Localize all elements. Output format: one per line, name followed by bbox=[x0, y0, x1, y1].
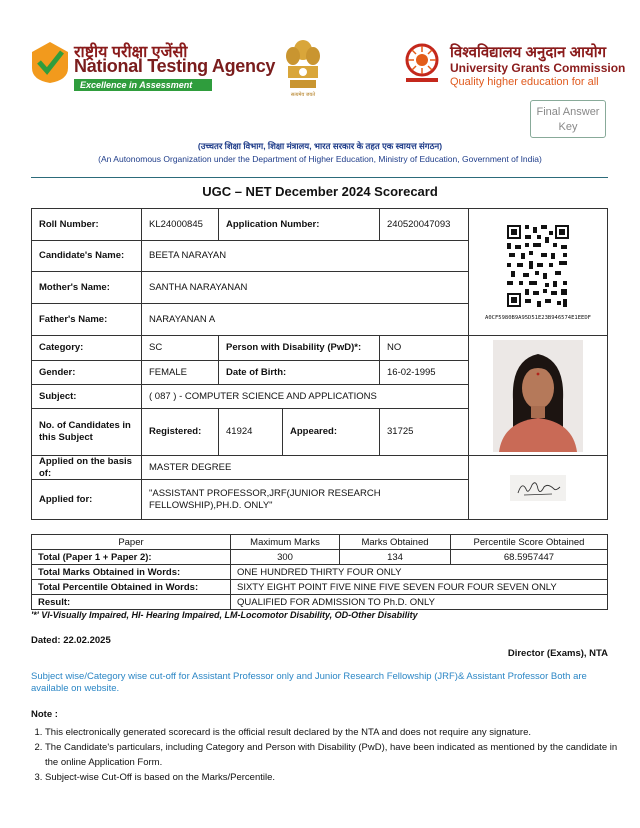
header-divider bbox=[31, 177, 608, 178]
candidate-details-table bbox=[31, 208, 608, 520]
table-row bbox=[32, 580, 608, 595]
qr-code-icon bbox=[505, 223, 571, 309]
registered-label: Registered: bbox=[142, 409, 219, 456]
pwd-label: Person with Disability (PwD)*: bbox=[219, 336, 380, 361]
dob-label: Date of Birth: bbox=[219, 361, 380, 385]
table-row bbox=[32, 595, 608, 610]
candidate-photo bbox=[493, 340, 583, 452]
category-value: SC bbox=[142, 336, 219, 361]
percentile-header: Percentile Score Obtained bbox=[451, 535, 608, 550]
qr-code-text: A0CF5980B9A95D51E23B946574E1EEDF bbox=[485, 315, 591, 321]
candidate-name-label: Candidate's Name: bbox=[32, 241, 142, 272]
marks-table bbox=[31, 534, 608, 610]
national-emblem-icon bbox=[280, 34, 326, 100]
note-heading: Note : bbox=[31, 709, 58, 720]
roll-number-label: Roll Number: bbox=[32, 209, 142, 241]
org-description-hindi: (उच्चतर शिक्षा विभाग, शिक्षा मंत्रालय, भारत सरकार के तहत एक स्वायत्त संगठन) bbox=[197, 141, 443, 151]
registered-value: 41924 bbox=[219, 409, 283, 456]
final-answer-key-button[interactable]: Final Answer Key bbox=[530, 100, 606, 138]
percentile-words-value: SIXTY EIGHT POINT FIVE NINE FIVE SEVEN FOUR FOUR SEVEN ONLY bbox=[231, 580, 608, 595]
category-label: Category: bbox=[32, 336, 142, 361]
gender-value: FEMALE bbox=[142, 361, 219, 385]
father-name-label: Father's Name: bbox=[32, 304, 142, 336]
nta-logo-icon bbox=[30, 40, 70, 84]
percentile-value: 68.5957447 bbox=[451, 550, 608, 565]
marks-obtained-value: 134 bbox=[340, 550, 451, 565]
cutoff-note: Subject wise/Category wise cut-off for Assistant Professor only and Junior Research Fellowship (JRF)& Assistant Professor Both are available on website. bbox=[31, 671, 587, 694]
candidates-count-label: No. of Candidates in this Subject bbox=[32, 409, 142, 456]
candidate-photo-section bbox=[469, 336, 607, 456]
scorecard-header bbox=[0, 0, 640, 178]
ugc-logo-icon bbox=[402, 42, 442, 88]
qr-section bbox=[469, 209, 607, 336]
result-value: QUALIFIED FOR ADMISSION TO Ph.D. ONLY bbox=[231, 595, 608, 610]
disability-legend: '*' VI-Visually Impaired, HI- Hearing Impaired, LM-Locomotor Disability, OD-Other Disability bbox=[31, 610, 418, 620]
percentile-words-label: Total Percentile Obtained in Words: bbox=[32, 580, 231, 595]
pwd-value: NO bbox=[380, 336, 469, 361]
application-number-value: 240520047093 bbox=[380, 209, 469, 241]
nta-hindi-name: राष्ट्रीय परीक्षा एजेंसी bbox=[74, 44, 188, 61]
applied-for-label: Applied for: bbox=[32, 480, 142, 519]
list-item: 2. The Candidate's particulars, including Category and Person with Disability (PwD), have been indicated as mentioned by the candidate in the online Application Form. bbox=[45, 740, 625, 770]
mother-name-value: SANTHA NARAYANAN bbox=[142, 272, 469, 304]
father-name-value: NARAYANAN A bbox=[142, 304, 469, 336]
appeared-value: 31725 bbox=[380, 409, 469, 456]
marks-words-value: ONE HUNDRED THIRTY FOUR ONLY bbox=[231, 565, 608, 580]
roll-number-value: KL24000845 bbox=[142, 209, 219, 241]
subject-label: Subject: bbox=[32, 385, 142, 409]
application-number-label: Application Number: bbox=[219, 209, 380, 241]
paper-header: Paper bbox=[32, 535, 231, 550]
page-title: UGC – NET December 2024 Scorecard bbox=[202, 184, 438, 199]
marks-obtained-header: Marks Obtained bbox=[340, 535, 451, 550]
list-item: 3. Subject-wise Cut-Off is based on the Marks/Percentile. bbox=[45, 770, 625, 785]
candidate-name-value: BEETA NARAYAN bbox=[142, 241, 469, 272]
candidate-signature bbox=[510, 475, 566, 501]
dob-value: 16-02-1995 bbox=[380, 361, 469, 385]
total-label: Total (Paper 1 + Paper 2): bbox=[32, 550, 231, 565]
marks-words-label: Total Marks Obtained in Words: bbox=[32, 565, 231, 580]
result-label: Result: bbox=[32, 595, 231, 610]
table-row bbox=[32, 565, 608, 580]
ugc-english-name: University Grants Commission bbox=[450, 61, 626, 75]
applied-basis-value: MASTER DEGREE bbox=[142, 456, 469, 480]
list-item: 1. This electronically generated scorecard is the official result declared by the NTA and does not require any signature. bbox=[45, 725, 625, 740]
notes-list bbox=[33, 725, 625, 785]
nta-english-name: National Testing Agency bbox=[74, 56, 276, 76]
org-description-english: (An Autonomous Organization under the Department of Higher Education, Ministry of Education, Government of India) bbox=[98, 154, 542, 164]
appeared-label: Appeared: bbox=[283, 409, 380, 456]
gender-label: Gender: bbox=[32, 361, 142, 385]
applied-for-value: "ASSISTANT PROFESSOR,JRF(JUNIOR RESEARCH FELLOWSHIP),PH.D. ONLY" bbox=[142, 480, 469, 519]
max-marks-header: Maximum Marks bbox=[231, 535, 340, 550]
subject-value: ( 087 ) - COMPUTER SCIENCE AND APPLICATIONS bbox=[142, 385, 469, 409]
emblem-caption: सत्यमेव जयते bbox=[290, 92, 316, 98]
nta-tagline: Excellence in Assessment bbox=[74, 79, 212, 91]
ugc-hindi-name: विश्वविद्यालय अनुदान आयोग bbox=[450, 44, 607, 61]
table-row bbox=[32, 550, 608, 565]
signature-section bbox=[469, 456, 607, 519]
dated-text: Dated: 22.02.2025 bbox=[31, 635, 111, 646]
marks-header-row bbox=[32, 535, 608, 550]
applied-basis-label: Applied on the basis of: bbox=[32, 456, 142, 480]
mother-name-label: Mother's Name: bbox=[32, 272, 142, 304]
ugc-tagline: Quality higher education for all bbox=[450, 76, 599, 88]
director-signature-text: Director (Exams), NTA bbox=[507, 648, 608, 659]
max-marks-value: 300 bbox=[231, 550, 340, 565]
